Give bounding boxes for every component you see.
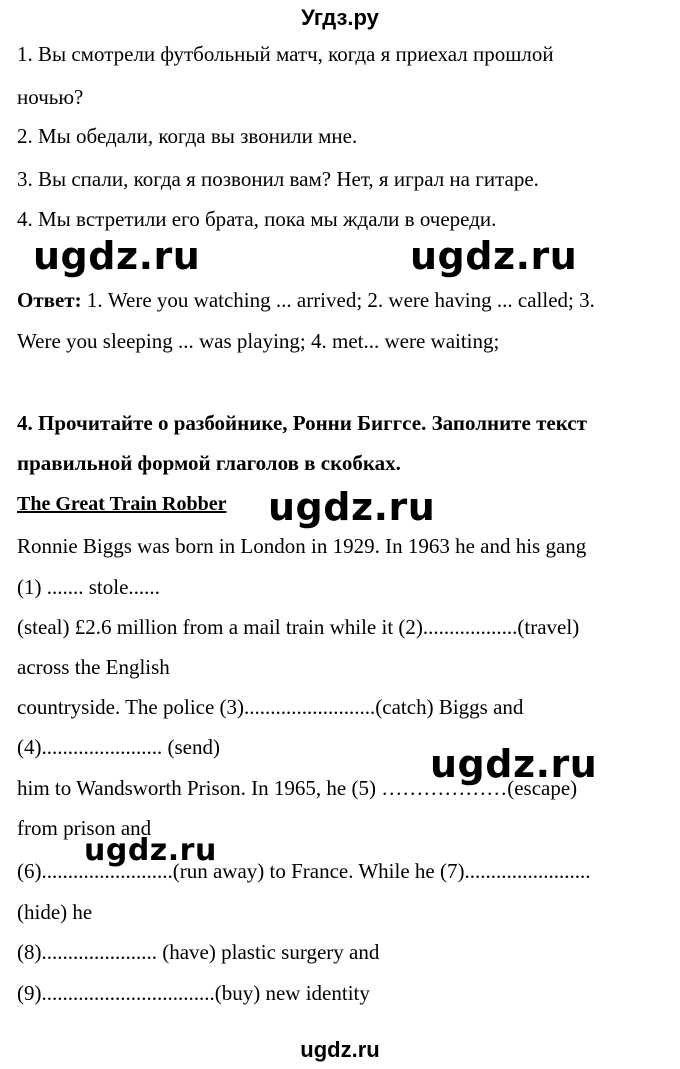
exercise-line-4: across the English: [17, 655, 170, 679]
exercise-line-7: him to Wandsworth Prison. In 1965, he (5) ………………(escape): [17, 776, 578, 800]
answer-text-1: 1. Were you watching ... arrived; 2. were having ... called; 3.: [81, 288, 595, 312]
translation-line-4: 3. Вы спали, когда я позвонил вам? Нет, я играл на гитаре.: [17, 167, 539, 191]
watermark: ugdz.ru: [33, 234, 201, 278]
answer-line-1: [17, 287, 595, 313]
exercise-line-3: (steal) £2.6 million from a mail train while it (2)..................(travel): [17, 615, 580, 639]
answer-label: Ответ:: [17, 288, 82, 312]
exercise-title-line-2: правильной формой глаголов в скобках.: [17, 451, 401, 475]
watermark: ugdz.ru: [430, 742, 598, 786]
exercise-title-line-1: 4. Прочитайте о разбойнике, Ронни Биггсе. Заполните текст: [17, 411, 587, 435]
exercise-line-2: (1) ....... stole......: [17, 575, 160, 599]
exercise-line-11: (8)...................... (have) plastic surgery and: [17, 940, 380, 964]
text-subtitle: The Great Train Robber: [17, 493, 227, 515]
exercise-line-5: countryside. The police (3).........................(catch) Biggs and: [17, 695, 524, 719]
translation-line-3: 2. Мы обедали, когда вы звонили мне.: [17, 124, 358, 148]
translation-line-2: ночью?: [17, 85, 84, 109]
site-footer: ugdz.ru: [300, 1037, 380, 1062]
watermark: ugdz.ru: [268, 485, 436, 529]
exercise-line-10: (hide) he: [17, 900, 93, 924]
exercise-line-9: (6).........................(run away) to France. While he (7)........................: [17, 859, 591, 883]
watermark: ugdz.ru: [84, 833, 217, 868]
exercise-line-1: Ronnie Biggs was born in London in 1929. In 1963 he and his gang: [17, 534, 587, 558]
site-header: Угдз.ру: [301, 5, 379, 30]
translation-line-1: 1. Вы смотрели футбольный матч, когда я приехал прошлой: [17, 42, 554, 66]
translation-line-5: 4. Мы встретили его брата, пока мы ждали в очереди.: [17, 207, 497, 231]
watermark: ugdz.ru: [410, 234, 578, 278]
exercise-line-12: (9).................................(buy) new identity: [17, 981, 370, 1005]
exercise-line-6: (4)....................... (send): [17, 735, 220, 759]
answer-line-2: Were you sleeping ... was playing; 4. met... were waiting;: [17, 329, 500, 353]
exercise-line-8: from prison and: [17, 816, 152, 840]
